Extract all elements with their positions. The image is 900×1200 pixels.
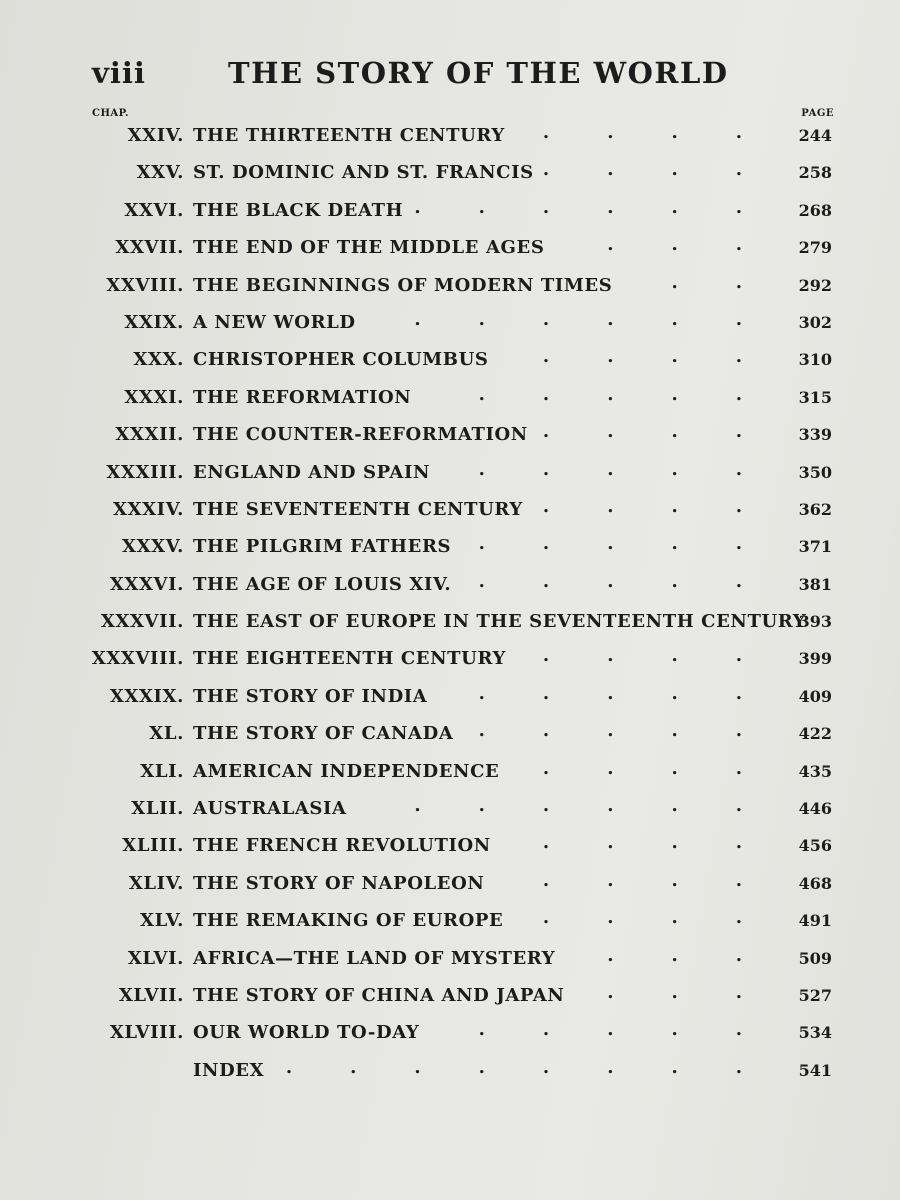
page-column-label: PAGE bbox=[801, 108, 834, 119]
dot-leaders: ...... bbox=[414, 308, 800, 330]
chapter-title: THE STORY OF CANADA bbox=[193, 723, 454, 745]
toc-entry bbox=[0, 604, 900, 641]
dot-leaders: ..... bbox=[478, 720, 800, 742]
toc-entry bbox=[0, 679, 900, 716]
toc-entry bbox=[0, 1015, 900, 1052]
dot-leaders: .. bbox=[671, 271, 800, 293]
page-reference: 456 bbox=[798, 836, 832, 856]
page-reference: 279 bbox=[798, 238, 832, 258]
page-reference: 446 bbox=[798, 799, 832, 819]
chapter-numeral: XLIV. bbox=[128, 872, 184, 894]
toc-entry bbox=[0, 118, 900, 155]
dot-leaders: .... bbox=[542, 159, 800, 181]
chapter-numeral: XLI. bbox=[140, 760, 184, 782]
toc-entry bbox=[0, 455, 900, 492]
chapter-numeral: XXX. bbox=[133, 349, 184, 371]
chapter-title: THE STORY OF CHINA AND JAPAN bbox=[193, 984, 565, 1006]
page-reference: 534 bbox=[798, 1023, 832, 1043]
toc-entry bbox=[0, 268, 900, 305]
chapter-title: THE BLACK DEATH bbox=[193, 199, 404, 221]
chapter-numeral: XXXVII. bbox=[100, 611, 184, 633]
toc-entry bbox=[0, 828, 900, 865]
chapter-numeral: XLII. bbox=[131, 798, 184, 820]
toc-entry bbox=[0, 754, 900, 791]
chapter-numeral: XXVII. bbox=[115, 237, 184, 259]
chapter-title: THE THIRTEENTH CENTURY bbox=[193, 125, 505, 146]
chapter-numeral: XXV. bbox=[136, 162, 184, 184]
toc-entry bbox=[0, 791, 900, 828]
chapter-numeral: XXVIII. bbox=[106, 274, 184, 296]
chapter-numeral: XXXIX. bbox=[109, 685, 184, 707]
dot-leaders: ..... bbox=[478, 458, 800, 480]
page-reference: 339 bbox=[798, 425, 832, 445]
dot-leaders: ..... bbox=[478, 570, 800, 592]
chapter-title: THE AGE OF LOUIS XIV. bbox=[193, 573, 452, 595]
page-reference: 541 bbox=[798, 1060, 832, 1080]
chapter-title: CHRISTOPHER COLUMBUS bbox=[193, 349, 489, 371]
dot-leaders: .... bbox=[542, 421, 800, 443]
running-head: THE STORY OF THE WORLD bbox=[228, 56, 729, 90]
dot-leaders: ... bbox=[607, 944, 800, 966]
toc-entry bbox=[0, 1053, 900, 1090]
page-reference: 491 bbox=[798, 911, 832, 931]
toc-entry bbox=[0, 641, 900, 678]
toc-entry bbox=[0, 492, 900, 529]
chapter-numeral: XXIX. bbox=[124, 311, 184, 333]
toc-entry bbox=[0, 193, 900, 230]
chapter-numeral: XXXVI. bbox=[109, 573, 184, 595]
chapter-numeral: XXXVIII. bbox=[91, 648, 184, 670]
page-reference: 350 bbox=[798, 462, 832, 482]
toc-entry bbox=[0, 716, 900, 753]
page-reference: 393 bbox=[798, 612, 832, 632]
dot-leaders: ... bbox=[607, 234, 800, 256]
page-reference: 258 bbox=[798, 163, 832, 183]
dot-leaders: .... bbox=[542, 346, 800, 368]
table-of-contents bbox=[0, 118, 900, 1090]
chapter-numeral: XL. bbox=[149, 723, 184, 745]
chapter-title: ENGLAND AND SPAIN bbox=[193, 461, 431, 483]
dot-leaders: ...... bbox=[414, 196, 800, 218]
chapter-column-label: CHAP. bbox=[92, 108, 130, 119]
chapter-numeral: XLVI. bbox=[127, 947, 184, 969]
chapter-title: THE PILGRIM FATHERS bbox=[193, 536, 452, 558]
page-reference: 381 bbox=[798, 574, 832, 594]
chapter-title: THE REMAKING OF EUROPE bbox=[193, 910, 504, 932]
page-reference: 362 bbox=[798, 499, 832, 519]
dot-leaders: ........ bbox=[285, 1056, 800, 1078]
chapter-title: AFRICA—THE LAND OF MYSTERY bbox=[193, 947, 556, 969]
toc-entry bbox=[0, 342, 900, 379]
dot-leaders: .... bbox=[542, 495, 800, 517]
toc-entry bbox=[0, 903, 900, 940]
chapter-numeral: XLVIII. bbox=[109, 1022, 184, 1044]
chapter-numeral: XLVII. bbox=[118, 984, 184, 1006]
dot-leaders: .... bbox=[542, 645, 800, 667]
dot-leaders: .... bbox=[542, 869, 800, 891]
page-reference: 315 bbox=[798, 387, 832, 407]
chapter-title: THE STORY OF INDIA bbox=[193, 685, 428, 707]
chapter-title: THE END OF THE MIDDLE AGES bbox=[193, 237, 545, 259]
chapter-numeral: XLV. bbox=[140, 910, 184, 932]
chapter-numeral: XXXIV. bbox=[112, 498, 184, 520]
toc-entry bbox=[0, 155, 900, 192]
page-reference: 244 bbox=[798, 126, 832, 145]
page-reference: 371 bbox=[798, 537, 832, 557]
chapter-title: THE SEVENTEENTH CENTURY bbox=[193, 498, 523, 520]
page-header bbox=[0, 52, 900, 92]
chapter-title: THE FRENCH REVOLUTION bbox=[193, 835, 491, 857]
toc-entry bbox=[0, 305, 900, 342]
chapter-numeral: XXXI. bbox=[124, 386, 184, 408]
dot-leaders: ..... bbox=[478, 682, 800, 704]
toc-entry bbox=[0, 978, 900, 1015]
chapter-title: THE EIGHTEENTH CENTURY bbox=[193, 648, 506, 670]
toc-entry bbox=[0, 529, 900, 566]
chapter-numeral: XXXIII. bbox=[106, 461, 184, 483]
chapter-numeral: XXXII. bbox=[115, 424, 184, 446]
dot-leaders: .... bbox=[542, 907, 800, 929]
dot-leaders: ...... bbox=[414, 795, 800, 817]
page-reference: 268 bbox=[798, 200, 832, 220]
dot-leaders: ..... bbox=[478, 533, 800, 555]
dot-leaders: ... bbox=[607, 981, 800, 1003]
page-reference: 399 bbox=[798, 649, 832, 669]
page-reference: 509 bbox=[798, 948, 832, 968]
page-reference: 302 bbox=[798, 312, 832, 332]
page-reference: 422 bbox=[798, 724, 832, 744]
toc-entry bbox=[0, 941, 900, 978]
chapter-title: AUSTRALASIA bbox=[193, 798, 347, 820]
toc-entry bbox=[0, 567, 900, 604]
dot-leaders: ..... bbox=[478, 383, 800, 405]
page-reference: 527 bbox=[798, 985, 832, 1005]
chapter-numeral: XLIII. bbox=[122, 835, 184, 857]
chapter-title: OUR WORLD TO-DAY bbox=[193, 1022, 420, 1044]
page-reference: 468 bbox=[798, 873, 832, 893]
chapter-numeral: XXIV. bbox=[127, 125, 184, 146]
chapter-title: THE STORY OF NAPOLEON bbox=[193, 872, 485, 894]
dot-leaders: .... bbox=[542, 832, 800, 854]
toc-entry bbox=[0, 230, 900, 267]
page-reference: 435 bbox=[798, 761, 832, 781]
dot-leaders: .... bbox=[542, 757, 800, 779]
chapter-title: THE BEGINNINGS OF MODERN TIMES bbox=[193, 274, 613, 296]
chapter-title: THE EAST OF EUROPE IN THE SEVENTEENTH CENTURY bbox=[193, 611, 807, 633]
chapter-numeral: XXXV. bbox=[122, 536, 184, 558]
chapter-title: A NEW WORLD bbox=[193, 311, 356, 333]
chapter-title: AMERICAN INDEPENDENCE bbox=[193, 760, 500, 782]
chapter-title: THE COUNTER-REFORMATION bbox=[193, 424, 528, 446]
chapter-title: ST. DOMINIC AND ST. FRANCIS bbox=[193, 162, 534, 184]
page-number: viii bbox=[92, 56, 146, 90]
chapter-title: INDEX bbox=[193, 1059, 265, 1081]
page-reference: 409 bbox=[798, 686, 832, 706]
toc-entry bbox=[0, 417, 900, 454]
page-reference: 310 bbox=[798, 350, 832, 370]
dot-leaders: .... bbox=[542, 122, 800, 143]
toc-entry bbox=[0, 380, 900, 417]
page-reference: 292 bbox=[798, 275, 832, 295]
chapter-title: THE REFORMATION bbox=[193, 386, 412, 408]
dot-leaders: ..... bbox=[478, 1019, 800, 1041]
chapter-numeral: XXVI. bbox=[124, 199, 184, 221]
toc-entry bbox=[0, 866, 900, 903]
